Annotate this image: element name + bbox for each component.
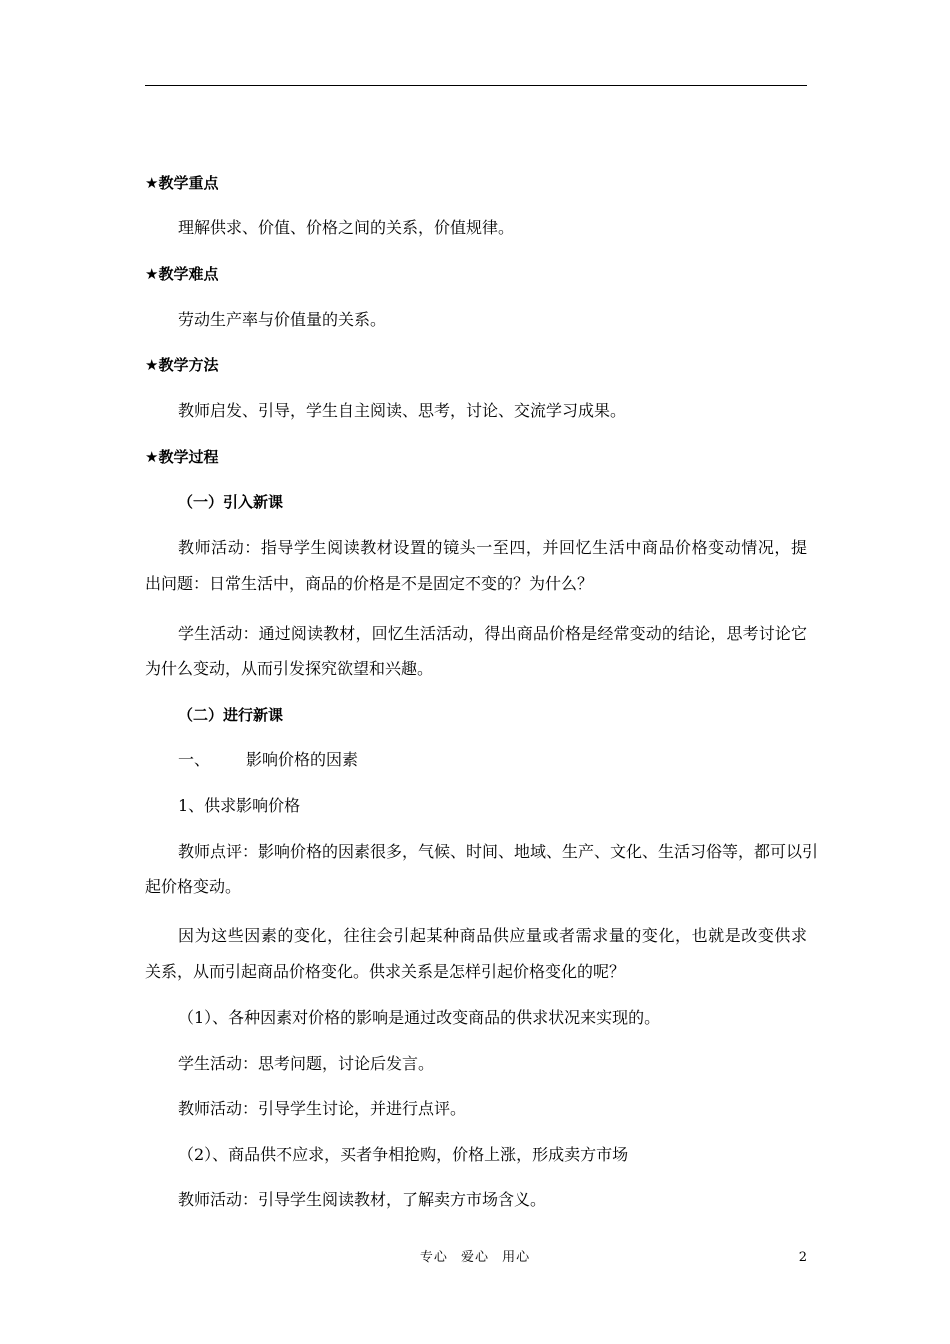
comment-line-2: 起价格变动。 bbox=[145, 877, 242, 896]
key-points-heading: ★教学重点 bbox=[145, 174, 219, 192]
reason-line-1: 因为这些因素的变化，往往会引起某种商品供应量或者需求量的变化，也就是改变供求 bbox=[178, 926, 807, 945]
header-rule bbox=[145, 85, 807, 86]
page-number: 2 bbox=[798, 1250, 807, 1265]
difficulty-heading: ★教学难点 bbox=[145, 265, 219, 283]
method-heading: ★教学方法 bbox=[145, 356, 219, 374]
intro-student-line-1: 学生活动：通过阅读教材，回忆生活活动，得出商品价格是经常变动的结论，思考讨论它 bbox=[178, 624, 807, 643]
method-text: 教师启发、引导，学生自主阅读、思考，讨论、交流学习成果。 bbox=[178, 401, 627, 420]
intro-teacher-line-2: 出问题：日常生活中，商品的价格是不是固定不变的？为什么？ bbox=[145, 574, 594, 593]
student-activity: 学生活动：思考问题，讨论后发言。 bbox=[178, 1054, 435, 1073]
reason-line-2: 关系，从而引起商品价格变化。供求关系是怎样引起价格变化的呢？ bbox=[145, 962, 626, 981]
teacher-activity-1: 教师活动：引导学生讨论，并进行点评。 bbox=[178, 1099, 467, 1118]
difficulty-text: 劳动生产率与价值量的关系。 bbox=[178, 310, 387, 329]
point-two: （2）、商品供不应求，买者争相抢购，价格上涨，形成卖方市场 bbox=[178, 1145, 629, 1164]
new-lesson-heading: （二）进行新课 bbox=[178, 706, 284, 724]
comment-line-1: 教师点评：影响价格的因素很多，气候、时间、地域、生产、文化、生活习俗等，都可以引 bbox=[178, 842, 819, 861]
intro-teacher-line-1: 教师活动：指导学生阅读教材设置的镜头一至四，并回忆生活中商品价格变动情况，提 bbox=[178, 538, 807, 557]
process-heading: ★教学过程 bbox=[145, 448, 219, 466]
teacher-activity-2: 教师活动：引导学生阅读教材，了解卖方市场含义。 bbox=[178, 1190, 547, 1209]
section-one-title: 影响价格的因素 bbox=[246, 750, 359, 769]
footer-text: 专心 爱心 用心 bbox=[419, 1250, 531, 1265]
subsection-title: 1、供求影响价格 bbox=[178, 796, 301, 815]
key-points-text: 理解供求、价值、价格之间的关系，价值规律。 bbox=[178, 218, 515, 237]
intro-heading: （一）引入新课 bbox=[178, 493, 284, 511]
intro-student-line-2: 为什么变动，从而引发探究欲望和兴趣。 bbox=[145, 659, 434, 678]
point-one: （1）、各种因素对价格的影响是通过改变商品的供求状况来实现的。 bbox=[178, 1008, 661, 1027]
section-one-number: 一、 bbox=[178, 750, 211, 769]
